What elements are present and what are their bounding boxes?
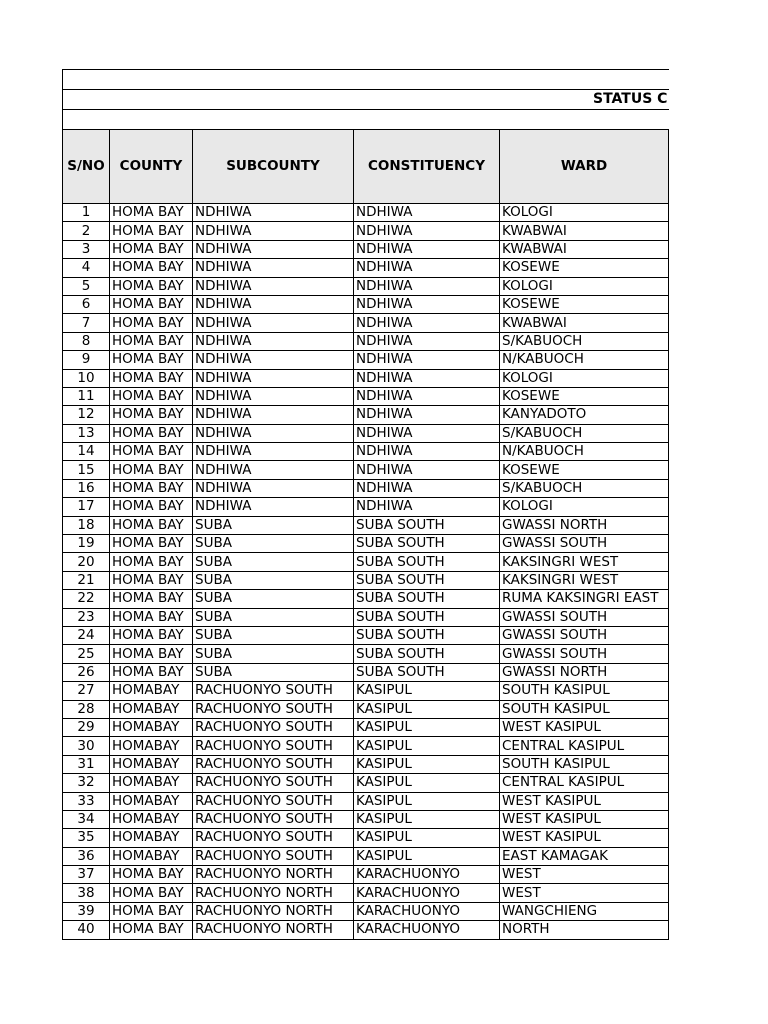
cell-constituency: NDHIWA <box>354 295 500 313</box>
cell-ward: KOSEWE <box>500 387 669 405</box>
cell-ward: KOSEWE <box>500 295 669 313</box>
cell-ward: SOUTH KASIPUL <box>500 700 669 718</box>
cell-constituency: SUBA SOUTH <box>354 626 500 644</box>
table-row <box>63 369 669 387</box>
cell-sno: 21 <box>63 571 110 589</box>
cell-county: HOMA BAY <box>110 332 193 350</box>
cell-county: HOMABAY <box>110 682 193 700</box>
cell-sno: 23 <box>63 608 110 626</box>
cell-county: HOMA BAY <box>110 461 193 479</box>
table-row <box>63 774 669 792</box>
cell-constituency: KASIPUL <box>354 737 500 755</box>
cell-subcounty: NDHIWA <box>193 351 354 369</box>
table-row <box>63 571 669 589</box>
cell-subcounty: NDHIWA <box>193 222 354 240</box>
table-row <box>63 792 669 810</box>
cell-ward: S/KABUOCH <box>500 424 669 442</box>
cell-ward: KOLOGI <box>500 204 669 222</box>
cell-subcounty: RACHUONYO SOUTH <box>193 792 354 810</box>
title-cell <box>63 90 669 110</box>
cell-subcounty: SUBA <box>193 571 354 589</box>
cell-ward: EAST KAMAGAK <box>500 847 669 865</box>
cell-county: HOMA BAY <box>110 369 193 387</box>
cell-ward: N/KABUOCH <box>500 443 669 461</box>
cell-county: HOMA BAY <box>110 204 193 222</box>
cell-county: HOMA BAY <box>110 240 193 258</box>
cell-subcounty: SUBA <box>193 535 354 553</box>
cell-ward: SOUTH KASIPUL <box>500 755 669 773</box>
cell-sno: 8 <box>63 332 110 350</box>
cell-subcounty: SUBA <box>193 626 354 644</box>
cell-county: HOMA BAY <box>110 295 193 313</box>
table-row <box>63 553 669 571</box>
table-row <box>63 443 669 461</box>
cell-constituency: NDHIWA <box>354 240 500 258</box>
cell-constituency: SUBA SOUTH <box>354 608 500 626</box>
cell-county: HOMA BAY <box>110 645 193 663</box>
header-constituency: CONSTITUENCY <box>354 130 500 204</box>
cell-sno: 36 <box>63 847 110 865</box>
table-row <box>63 645 669 663</box>
table-row <box>63 498 669 516</box>
cell-subcounty: RACHUONYO SOUTH <box>193 700 354 718</box>
table-row <box>63 590 669 608</box>
cell-constituency: SUBA SOUTH <box>354 535 500 553</box>
header-row <box>63 130 669 204</box>
sheet-title: STATUS C <box>593 91 668 107</box>
cell-ward: NORTH <box>500 921 669 939</box>
cell-sno: 11 <box>63 387 110 405</box>
cell-county: HOMA BAY <box>110 535 193 553</box>
cell-subcounty: SUBA <box>193 553 354 571</box>
cell-county: HOMA BAY <box>110 424 193 442</box>
cell-constituency: KASIPUL <box>354 792 500 810</box>
cell-county: HOMA BAY <box>110 406 193 424</box>
cell-sno: 33 <box>63 792 110 810</box>
cell-sno: 28 <box>63 700 110 718</box>
cell-subcounty: NDHIWA <box>193 387 354 405</box>
table-row <box>63 921 669 939</box>
table-row <box>63 663 669 681</box>
cell-constituency: KASIPUL <box>354 829 500 847</box>
cell-county: HOMABAY <box>110 810 193 828</box>
cell-constituency: KASIPUL <box>354 682 500 700</box>
cell-subcounty: NDHIWA <box>193 277 354 295</box>
cell-county: HOMA BAY <box>110 590 193 608</box>
blank-row <box>63 70 669 90</box>
cell-ward: KWABWAI <box>500 240 669 258</box>
cell-constituency: SUBA SOUTH <box>354 663 500 681</box>
cell-sno: 18 <box>63 516 110 534</box>
cell-subcounty: RACHUONYO NORTH <box>193 902 354 920</box>
cell-constituency: SUBA SOUTH <box>354 645 500 663</box>
cell-ward: KAKSINGRI WEST <box>500 553 669 571</box>
cell-subcounty: NDHIWA <box>193 424 354 442</box>
table-row <box>63 314 669 332</box>
table-row <box>63 204 669 222</box>
table-row <box>63 755 669 773</box>
cell-ward: GWASSI NORTH <box>500 516 669 534</box>
table-row <box>63 461 669 479</box>
cell-ward: KOLOGI <box>500 277 669 295</box>
cell-sno: 37 <box>63 866 110 884</box>
cell-sno: 2 <box>63 222 110 240</box>
cell-subcounty: NDHIWA <box>193 498 354 516</box>
cell-constituency: SUBA SOUTH <box>354 590 500 608</box>
table-row <box>63 351 669 369</box>
cell-constituency: NDHIWA <box>354 332 500 350</box>
cell-subcounty: SUBA <box>193 608 354 626</box>
cell-constituency: KASIPUL <box>354 755 500 773</box>
cell-subcounty: RACHUONYO SOUTH <box>193 718 354 736</box>
cell-ward: KANYADOTO <box>500 406 669 424</box>
cell-ward: WEST KASIPUL <box>500 718 669 736</box>
cell-county: HOMABAY <box>110 718 193 736</box>
cell-subcounty: RACHUONYO SOUTH <box>193 829 354 847</box>
cell-subcounty: NDHIWA <box>193 479 354 497</box>
cell-ward: GWASSI SOUTH <box>500 645 669 663</box>
cell-constituency: NDHIWA <box>354 443 500 461</box>
cell-county: HOMA BAY <box>110 608 193 626</box>
cell-constituency: KARACHUONYO <box>354 866 500 884</box>
header-subcounty: SUBCOUNTY <box>193 130 354 204</box>
cell-subcounty: NDHIWA <box>193 295 354 313</box>
cell-county: HOMA BAY <box>110 479 193 497</box>
cell-ward: CENTRAL KASIPUL <box>500 774 669 792</box>
cell-subcounty: NDHIWA <box>193 461 354 479</box>
cell-sno: 9 <box>63 351 110 369</box>
cell-subcounty: RACHUONYO NORTH <box>193 884 354 902</box>
cell-county: HOMABAY <box>110 774 193 792</box>
cell-sno: 24 <box>63 626 110 644</box>
cell-subcounty: NDHIWA <box>193 443 354 461</box>
table-row <box>63 884 669 902</box>
cell-sno: 26 <box>63 663 110 681</box>
table-row <box>63 682 669 700</box>
cell-sno: 16 <box>63 479 110 497</box>
cell-county: HOMA BAY <box>110 571 193 589</box>
cell-subcounty: RACHUONYO SOUTH <box>193 682 354 700</box>
spreadsheet <box>62 69 668 940</box>
cell-sno: 4 <box>63 259 110 277</box>
cell-county: HOMA BAY <box>110 314 193 332</box>
cell-subcounty: RACHUONYO NORTH <box>193 921 354 939</box>
cell-ward: KWABWAI <box>500 314 669 332</box>
cell-constituency: NDHIWA <box>354 204 500 222</box>
cell-sno: 13 <box>63 424 110 442</box>
table-row <box>63 829 669 847</box>
status-table <box>62 69 669 940</box>
cell-constituency: KASIPUL <box>354 774 500 792</box>
cell-county: HOMA BAY <box>110 259 193 277</box>
cell-constituency: SUBA SOUTH <box>354 516 500 534</box>
cell-ward: N/KABUOCH <box>500 351 669 369</box>
cell-county: HOMA BAY <box>110 351 193 369</box>
cell-county: HOMA BAY <box>110 866 193 884</box>
cell-county: HOMA BAY <box>110 884 193 902</box>
cell-constituency: KARACHUONYO <box>354 921 500 939</box>
cell-sno: 17 <box>63 498 110 516</box>
cell-constituency: NDHIWA <box>354 479 500 497</box>
cell-ward: SOUTH KASIPUL <box>500 682 669 700</box>
cell-ward: WEST KASIPUL <box>500 810 669 828</box>
cell-county: HOMA BAY <box>110 626 193 644</box>
cell-sno: 14 <box>63 443 110 461</box>
cell-sno: 20 <box>63 553 110 571</box>
cell-ward: KOLOGI <box>500 369 669 387</box>
header-sno: S/NO <box>63 130 110 204</box>
cell-sno: 27 <box>63 682 110 700</box>
cell-county: HOMA BAY <box>110 277 193 295</box>
cell-ward: CENTRAL KASIPUL <box>500 737 669 755</box>
table-row <box>63 608 669 626</box>
cell-sno: 19 <box>63 535 110 553</box>
table-row <box>63 332 669 350</box>
cell-sno: 25 <box>63 645 110 663</box>
header-ward: WARD <box>500 130 669 204</box>
table-row <box>63 295 669 313</box>
cell-sno: 34 <box>63 810 110 828</box>
cell-constituency: NDHIWA <box>354 406 500 424</box>
cell-ward: S/KABUOCH <box>500 332 669 350</box>
cell-constituency: SUBA SOUTH <box>354 553 500 571</box>
cell-subcounty: SUBA <box>193 590 354 608</box>
table-row <box>63 810 669 828</box>
cell-constituency: NDHIWA <box>354 351 500 369</box>
cell-county: HOMABAY <box>110 737 193 755</box>
cell-sno: 15 <box>63 461 110 479</box>
cell-county: HOMA BAY <box>110 921 193 939</box>
table-row <box>63 718 669 736</box>
cell-sno: 12 <box>63 406 110 424</box>
blank-row <box>63 110 669 130</box>
cell-county: HOMABAY <box>110 792 193 810</box>
table-row <box>63 479 669 497</box>
cell-constituency: KASIPUL <box>354 847 500 865</box>
cell-subcounty: NDHIWA <box>193 259 354 277</box>
cell-ward: KAKSINGRI WEST <box>500 571 669 589</box>
cell-ward: GWASSI SOUTH <box>500 626 669 644</box>
cell-constituency: KARACHUONYO <box>354 902 500 920</box>
cell-sno: 22 <box>63 590 110 608</box>
cell-county: HOMABAY <box>110 847 193 865</box>
cell-sno: 32 <box>63 774 110 792</box>
cell-sno: 30 <box>63 737 110 755</box>
table-row <box>63 902 669 920</box>
cell-sno: 35 <box>63 829 110 847</box>
cell-ward: WEST KASIPUL <box>500 792 669 810</box>
cell-county: HOMA BAY <box>110 387 193 405</box>
cell-ward: KOSEWE <box>500 461 669 479</box>
cell-subcounty: NDHIWA <box>193 240 354 258</box>
cell-ward: GWASSI SOUTH <box>500 608 669 626</box>
cell-ward: GWASSI NORTH <box>500 663 669 681</box>
cell-subcounty: RACHUONYO SOUTH <box>193 810 354 828</box>
cell-ward: WANGCHIENG <box>500 902 669 920</box>
cell-county: HOMABAY <box>110 700 193 718</box>
blank-cell <box>63 70 669 90</box>
cell-sno: 3 <box>63 240 110 258</box>
cell-subcounty: SUBA <box>193 516 354 534</box>
cell-constituency: NDHIWA <box>354 424 500 442</box>
cell-sno: 7 <box>63 314 110 332</box>
cell-sno: 39 <box>63 902 110 920</box>
cell-ward: WEST <box>500 884 669 902</box>
table-row <box>63 866 669 884</box>
table-row <box>63 406 669 424</box>
cell-subcounty: RACHUONYO SOUTH <box>193 847 354 865</box>
title-row <box>63 90 669 110</box>
cell-constituency: NDHIWA <box>354 369 500 387</box>
cell-sno: 5 <box>63 277 110 295</box>
cell-constituency: KASIPUL <box>354 810 500 828</box>
cell-constituency: NDHIWA <box>354 387 500 405</box>
cell-subcounty: NDHIWA <box>193 369 354 387</box>
cell-county: HOMA BAY <box>110 222 193 240</box>
table-row <box>63 535 669 553</box>
cell-ward: RUMA KAKSINGRI EAST <box>500 590 669 608</box>
cell-subcounty: NDHIWA <box>193 314 354 332</box>
cell-sno: 29 <box>63 718 110 736</box>
table-row <box>63 737 669 755</box>
cell-subcounty: SUBA <box>193 645 354 663</box>
table-row <box>63 516 669 534</box>
cell-ward: S/KABUOCH <box>500 479 669 497</box>
cell-constituency: NDHIWA <box>354 498 500 516</box>
cell-county: HOMA BAY <box>110 553 193 571</box>
header-county: COUNTY <box>110 130 193 204</box>
table-row <box>63 424 669 442</box>
cell-ward: WEST <box>500 866 669 884</box>
cell-sno: 6 <box>63 295 110 313</box>
cell-subcounty: SUBA <box>193 663 354 681</box>
cell-subcounty: NDHIWA <box>193 406 354 424</box>
cell-ward: KOLOGI <box>500 498 669 516</box>
cell-constituency: NDHIWA <box>354 222 500 240</box>
table-row <box>63 277 669 295</box>
cell-constituency: KASIPUL <box>354 718 500 736</box>
blank-cell <box>63 110 669 130</box>
table-row <box>63 387 669 405</box>
cell-subcounty: RACHUONYO NORTH <box>193 866 354 884</box>
cell-constituency: NDHIWA <box>354 259 500 277</box>
cell-constituency: NDHIWA <box>354 277 500 295</box>
table-row <box>63 222 669 240</box>
cell-sno: 10 <box>63 369 110 387</box>
cell-county: HOMABAY <box>110 755 193 773</box>
cell-sno: 31 <box>63 755 110 773</box>
table-row <box>63 626 669 644</box>
cell-constituency: KARACHUONYO <box>354 884 500 902</box>
cell-constituency: NDHIWA <box>354 461 500 479</box>
cell-county: HOMA BAY <box>110 902 193 920</box>
cell-sno: 40 <box>63 921 110 939</box>
cell-ward: KOSEWE <box>500 259 669 277</box>
cell-county: HOMABAY <box>110 829 193 847</box>
cell-sno: 38 <box>63 884 110 902</box>
cell-ward: WEST KASIPUL <box>500 829 669 847</box>
cell-subcounty: RACHUONYO SOUTH <box>193 755 354 773</box>
table-row <box>63 240 669 258</box>
cell-county: HOMA BAY <box>110 516 193 534</box>
table-row <box>63 700 669 718</box>
cell-constituency: SUBA SOUTH <box>354 571 500 589</box>
cell-sno: 1 <box>63 204 110 222</box>
cell-subcounty: NDHIWA <box>193 332 354 350</box>
cell-constituency: NDHIWA <box>354 314 500 332</box>
cell-subcounty: RACHUONYO SOUTH <box>193 774 354 792</box>
cell-constituency: KASIPUL <box>354 700 500 718</box>
cell-county: HOMA BAY <box>110 443 193 461</box>
table-row <box>63 847 669 865</box>
table-row <box>63 259 669 277</box>
cell-subcounty: RACHUONYO SOUTH <box>193 737 354 755</box>
cell-county: HOMA BAY <box>110 498 193 516</box>
cell-ward: KWABWAI <box>500 222 669 240</box>
cell-ward: GWASSI SOUTH <box>500 535 669 553</box>
cell-subcounty: NDHIWA <box>193 204 354 222</box>
cell-county: HOMA BAY <box>110 663 193 681</box>
